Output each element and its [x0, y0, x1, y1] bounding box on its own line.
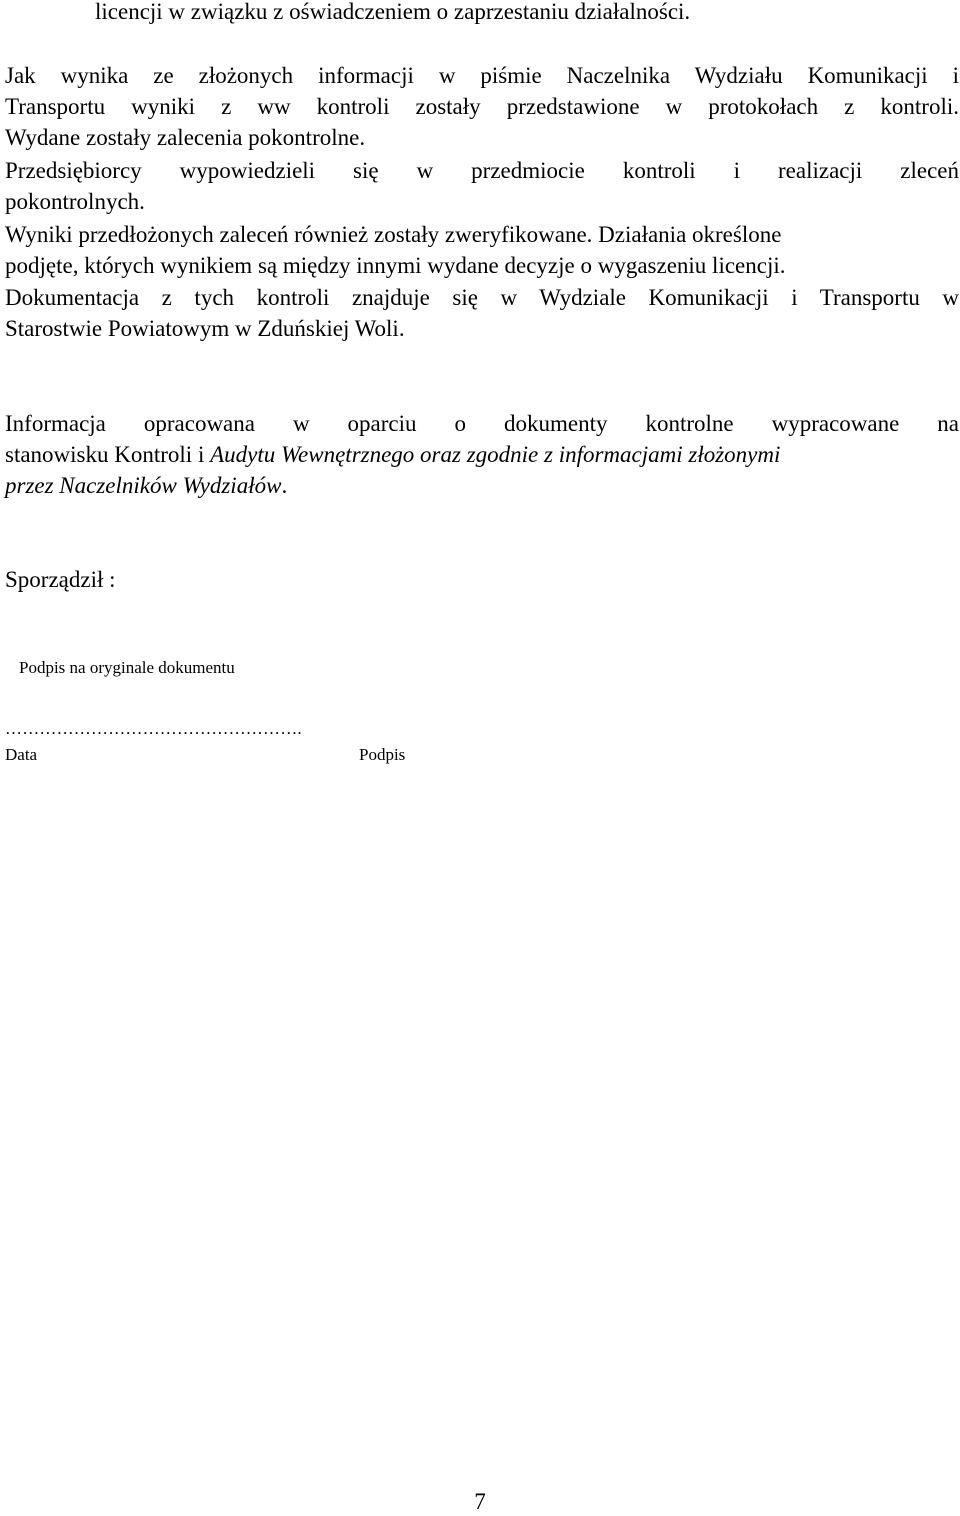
paragraph-line: pokontrolnych. [5, 189, 145, 214]
page-number: 7 [474, 1489, 486, 1514]
signature-dotted-line: ……………………………………………. [5, 719, 302, 738]
signature-label: Podpis [359, 745, 406, 764]
paragraph-line: Wydane zostały zalecenia pokontrolne. [5, 125, 366, 150]
paragraph-line [5, 439, 959, 471]
date-label: Data [5, 745, 38, 764]
paragraph-line: Dokumentacja z tych kontroli znajduje się w Wydziale Komunikacji i Transportu w [5, 285, 959, 310]
paragraph-line: Jak wynika ze złożonych informacji w piśmie Naczelnika Wydziału Komunikacji i [5, 63, 959, 88]
paragraph-line: Informacja opracowana w oparciu o dokumenty kontrolne wypracowane na [5, 411, 959, 436]
paragraph-text: . [281, 473, 288, 498]
paragraph-line: podjęte, których wynikiem są między innymi wydane decyzje o wygaszeniu licencji. [5, 253, 786, 278]
original-signature-note: Podpis na oryginale dokumentu [19, 658, 235, 677]
paragraph-text-italic: przez Naczelników Wydziałów [5, 473, 282, 498]
paragraph-line: Starostwie Powiatowym w Zduńskiej Woli. [5, 316, 405, 341]
paragraph-text: stanowisku Kontroli i [5, 442, 211, 467]
prepared-by-label: Sporządził : [5, 567, 116, 592]
paragraph-line [5, 470, 959, 502]
paragraph-line: Wyniki przedłożonych zaleceń również zostały zweryfikowane. Działania określone [5, 222, 782, 247]
paragraph-line: Przedsiębiorcy wypowiedzieli się w przedmiocie kontroli i realizacji zleceń [5, 158, 959, 183]
paragraph-line: Transportu wyniki z ww kontroli zostały przedstawione w protokołach z kontroli. [5, 94, 959, 119]
continued-line: licencji w związku z oświadczeniem o zaprzestaniu działalności. [95, 0, 691, 24]
paragraph-text-italic: Audytu Wewnętrznego oraz zgodnie z informacjami złożonymi [210, 442, 781, 467]
